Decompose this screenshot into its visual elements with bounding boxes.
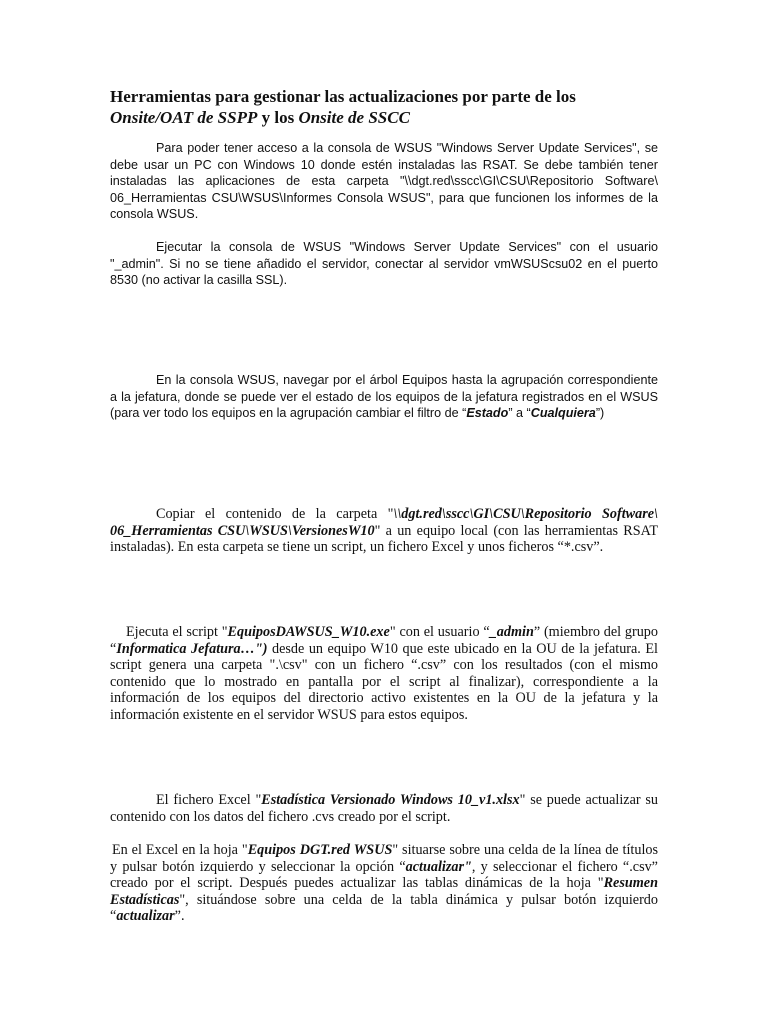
p7-text-a: En el Excel en la hoja " [112,842,248,858]
paragraph-run-console: Ejecutar la consola de WSUS "Windows Server Update Services" con el usuario "_admin". Si no se tiene añadido el servidor, conectar al servidor vmWSUScsu02 en el puerto 8530 (no activar la casilla SSL). [110,240,658,287]
paragraph-run-script [110,624,658,724]
p7-text-d: ", situándose sobre una celda de la tabla dinámica y pulsar botón izquierdo “ [110,891,658,925]
p4-text-b: " a un equipo local (con las herramientas RSAT instaladas). En esta carpeta se tiene un script, un fichero Excel y unos ficheros “*.csv”. [110,522,658,556]
p7-hoja2: Resumen Estadísticas [110,875,658,908]
p6-text-a: El fichero Excel " [156,792,262,808]
document-title [110,86,658,128]
p4-text-a: Copiar el contenido de la carpeta " [156,506,394,522]
p3-text-b: ” a “ [508,406,531,420]
p6-text-b: " se puede actualizar su contenido con los datos del fichero .cvs creado por el script. [110,792,658,825]
title-connector: y los [257,108,299,127]
p5-text-b: " con el usuario “ [389,624,490,640]
p7-text-b: " situarse sobre una celda de la línea de títulos y pulsar botón izquierdo y seleccionar la opción “ [110,842,658,875]
p7-text-c: , y seleccionar el fichero “.csv” creado por el script. Después puedes actualizar las tablas dinámicas de la hoja " [110,858,658,892]
p6-xlsx: Estadística Versionado Windows 10_v1.xlsx [261,792,520,808]
p3-text-c: ”) [595,406,605,420]
p7-hoja1: Equipos DGT.red WSUS [247,842,393,858]
paragraph-excel-file [110,792,658,825]
p5-exe: EquiposDAWSUS_W10.exe [227,624,390,640]
p5-text-d: desde un equipo W10 que este ubicado en la OU de la jefatura. El script genera una carpeta ".\csv" con un fichero “.csv” con los resultados (con el mismo contenido que lo mostrado en pantalla por el script al finalizar), correspondiente a la información de los equipos del directorio activo existentes en la OU de la jefatura y la información existente en el servidor WSUS para estos equipos. [110,640,658,723]
p3-estado: Estado [466,406,509,420]
p5-text-a: Ejecuta el script " [126,624,228,640]
p5-admin: _admin [489,624,534,640]
p5-text-c: ” (miembro del grupo “ [110,624,658,657]
paragraph-copy-folder [110,506,658,556]
title-onsite-oat: Onsite/OAT de SSPP [110,108,258,127]
p3-cualquiera: Cualquiera [530,406,596,420]
paragraph-wsus-access: Para poder tener acceso a la consola de WSUS "Windows Server Update Services", se debe usar un PC con Windows 10 donde estén instaladas las RSAT. Se debe también tener instaladas las aplicaciones de esta carpeta "\\dgt.red\sscc\GI\CSU\Repositorio Software\ 06_Herramientas CSU\WSUS\Informes Consola WSUS", para que funcionen los informes de la consola WSUS. [110,141,658,221]
p7-actualizar2: actualizar [116,908,175,925]
title-line1: Herramientas para gestionar las actualizaciones por parte de los [110,87,576,106]
paragraph-excel-update [110,842,658,925]
paragraph-navigate-tree [110,372,658,422]
title-onsite-sscc: Onsite de SSCC [298,108,410,127]
p4-path: \\dgt.red\sscc\GI\CSU\Repositorio Software\ 06_Herramientas CSU\WSUS\VersionesW10 [110,506,658,539]
p5-grupo: Informatica Jefatura…") [116,640,268,657]
p7-actualizar1: actualizar" [405,858,472,875]
p3-text-a: En la consola WSUS, navegar por el árbol Equipos hasta la agrupación correspondiente a la jefatura, donde se puede ver el estado de los equipos de la jefatura registrados en el WSUS (para ver todo los equipos en la agrupación cambiar el filtro de “ [110,373,658,420]
p7-text-e: ”. [174,908,185,925]
